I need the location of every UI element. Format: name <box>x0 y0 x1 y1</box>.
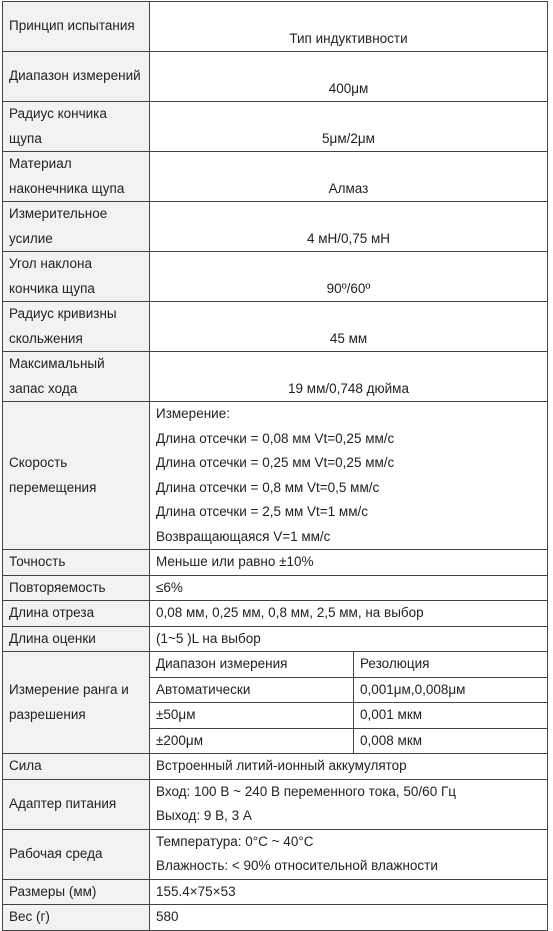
row-value: Меньше или равно ±10% <box>150 550 548 576</box>
row-value: 90º/60º <box>150 252 548 302</box>
row-value: 400μм <box>150 52 548 102</box>
row-label: Материал наконечника щупа <box>3 152 150 202</box>
table-row <box>3 152 548 202</box>
row-value <box>150 779 548 829</box>
table-row <box>3 626 548 652</box>
table-row <box>150 703 547 729</box>
row-value: (1~5 )L на выбор <box>150 626 548 652</box>
table-row <box>3 202 548 252</box>
row-value: 5μм/2μм <box>150 102 548 152</box>
speed-line: Измерение: <box>156 406 230 421</box>
row-label: Скорость перемещения <box>3 402 150 550</box>
row-label: Принцип испытания <box>3 2 150 52</box>
table-row <box>3 879 548 905</box>
table-row <box>3 829 548 879</box>
table-row <box>3 905 548 931</box>
table-row <box>3 402 548 550</box>
column-header: Резолюция <box>354 652 548 677</box>
table-cell: Автоматически <box>150 677 354 703</box>
speed-line: Длина отсечки = 2,5 мм Vt=1 мм/с <box>156 504 368 519</box>
table-cell: 0,001μм,0,008μм <box>354 677 548 703</box>
row-label: Диапазон измерений <box>3 52 150 102</box>
row-value: 19 мм/0,748 дюйма <box>150 352 548 402</box>
row-value: Встроенный литий-ионный аккумулятор <box>150 754 548 780</box>
row-label: Радиус кривизны скольжения <box>3 302 150 352</box>
table-row <box>150 652 547 677</box>
row-value: Тип индуктивности <box>150 2 548 52</box>
row-label: Максимальный запас хода <box>3 352 150 402</box>
table-row <box>3 779 548 829</box>
row-label: Длина отреза <box>3 601 150 627</box>
table-row <box>3 550 548 576</box>
table-cell: 0,001 мкм <box>354 703 548 729</box>
adapter-line: Вход: 100 В ~ 240 В переменного тока, 50/60 Гц <box>156 783 456 799</box>
environment-line: Влажность: < 90% относительной влажности <box>156 858 438 873</box>
range-resolution-table <box>150 652 547 753</box>
adapter-line: Выход: 9 В, 3 А <box>156 808 252 823</box>
row-label: Повторяемость <box>3 575 150 601</box>
table-row <box>150 677 547 703</box>
row-label: Измерение ранга и разрешения <box>3 652 150 754</box>
row-label: Длина оценки <box>3 626 150 652</box>
table-cell: ±50μм <box>150 703 354 729</box>
table-row <box>3 2 548 52</box>
table-row <box>3 754 548 780</box>
row-label: Размеры (мм) <box>3 879 150 905</box>
speed-line: Возвращающаяся V=1 мм/с <box>156 528 331 544</box>
row-value: 45 мм <box>150 302 548 352</box>
table-row <box>3 302 548 352</box>
table-row <box>3 252 548 302</box>
row-value <box>150 829 548 879</box>
table-row <box>3 102 548 152</box>
row-value: 155.4×75×53 <box>150 879 548 905</box>
table-row <box>3 575 548 601</box>
speed-line: Длина отсечки = 0,8 мм Vt=0,5 мм/с <box>156 479 380 495</box>
row-label: Точность <box>3 550 150 576</box>
row-label: Вес (г) <box>3 905 150 931</box>
row-value: ≤6% <box>150 575 548 601</box>
row-label: Угол наклона кончика щупа <box>3 252 150 302</box>
row-value: 4 мН/0,75 мН <box>150 202 548 252</box>
row-label: Радиус кончика щупа <box>3 102 150 152</box>
row-label: Рабочая среда <box>3 829 150 879</box>
table-row <box>3 601 548 627</box>
table-cell: ±200μм <box>150 728 354 753</box>
row-value <box>150 402 548 550</box>
row-value: 580 <box>150 905 548 931</box>
row-value: 0,08 мм, 0,25 мм, 0,8 мм, 2,5 мм, на выбор <box>150 601 548 627</box>
table-cell: 0,008 мкм <box>354 728 548 753</box>
table-row <box>150 728 547 753</box>
table-row <box>3 352 548 402</box>
spec-table <box>2 1 548 931</box>
speed-line: Длина отсечки = 0,08 мм Vt=0,25 мм/с <box>156 430 395 446</box>
row-label: Адаптер питания <box>3 779 150 829</box>
environment-line: Температура: 0°C ~ 40°C <box>156 833 314 849</box>
table-row <box>3 652 548 754</box>
column-header: Диапазон измерения <box>150 652 354 677</box>
range-resolution-cell <box>150 652 548 754</box>
speed-line: Длина отсечки = 0,25 мм Vt=0,25 мм/с <box>156 455 395 470</box>
table-row <box>3 52 548 102</box>
row-label: Измерительное усилие <box>3 202 150 252</box>
row-value: Алмаз <box>150 152 548 202</box>
row-label: Сила <box>3 754 150 780</box>
